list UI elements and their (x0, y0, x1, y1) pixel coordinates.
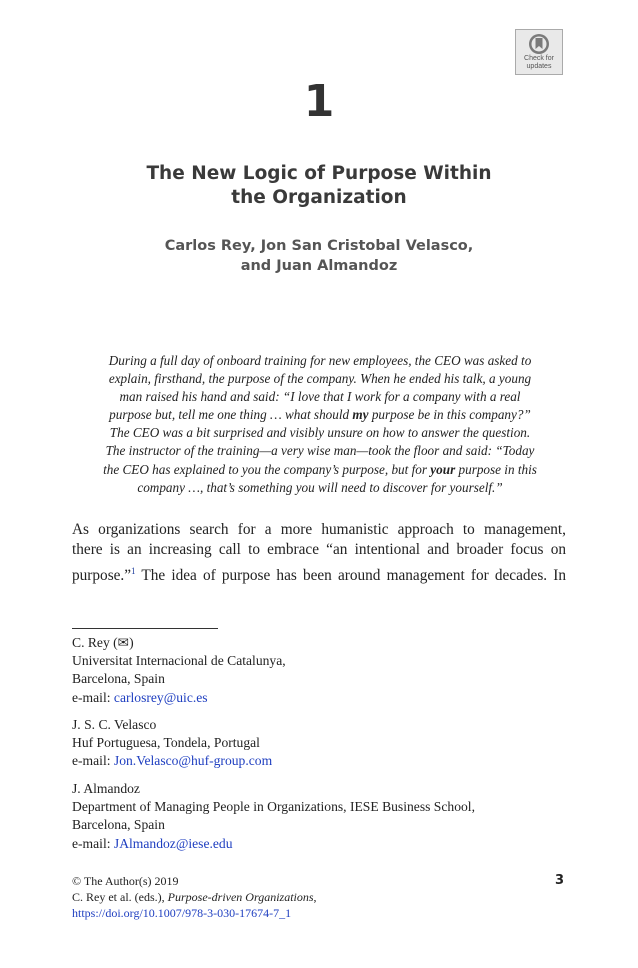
epigraph-line: The instructor of the training—a very wise man—took the floor and said: “Today (105, 443, 535, 459)
epigraph-line: The CEO was a bit surprised and visibly unsure on how to answer the question. (109, 425, 531, 441)
epigraph-emphasis: my (352, 407, 369, 423)
citation-book-title: Purpose-driven Organizations (167, 890, 314, 904)
epigraph-line: explain, firsthand, the purpose of the company. When he ended his talk, a young (108, 371, 532, 387)
chapter-number: 1 (303, 76, 335, 127)
epigraph-line (84, 406, 556, 424)
citation-text: , (313, 890, 317, 904)
affiliation-rey (72, 634, 566, 707)
check-for-updates-badge[interactable] (515, 29, 563, 75)
affiliation-velasco (72, 716, 566, 771)
email-label: e-mail: (72, 753, 114, 769)
body-text: The idea of purpose has been around management for decades. In (135, 566, 566, 584)
epigraph-line (84, 461, 556, 479)
page-footer (72, 873, 566, 921)
chapter-authors (100, 236, 538, 276)
page-number: 3 (554, 873, 564, 888)
affiliation-line: Barcelona, Spain (72, 671, 165, 687)
affiliation-name: J. Almandoz (72, 781, 140, 796)
email-link[interactable]: Jon.Velasco@huf-group.com (113, 753, 273, 769)
badge-line1: Check for (524, 55, 554, 62)
chapter-title (100, 162, 538, 210)
footnote-divider (72, 628, 218, 629)
affiliation-line: Huf Portuguesa, Tondela, Portugal (72, 735, 260, 751)
bookmark-icon (528, 33, 550, 55)
epigraph-line: man raised his hand and said: “I love that I work for a company with a real (119, 389, 521, 405)
chapter-title-line1: The New Logic of Purpose Within (146, 163, 492, 184)
epigraph-text: the CEO has explained to you the company’s purpose, but for (103, 461, 431, 477)
body-line: there is an increasing call to embrace “an intentional and broader focus on (72, 541, 566, 559)
affiliation-line: Barcelona, Spain (72, 817, 165, 833)
body-paragraph (72, 520, 566, 584)
affiliation-email-row (72, 689, 566, 707)
body-line: As organizations search for a more humanistic approach to management, (72, 521, 566, 538)
epigraph-line: During a full day of onboard training for new employees, the CEO was asked to (108, 353, 532, 368)
authors-line2: and Juan Almandoz (240, 258, 398, 274)
doi-link[interactable]: https://doi.org/10.1007/978-3-030-17674-7_1 (72, 906, 292, 920)
epigraph (84, 352, 556, 497)
affiliation-line: Universitat Internacional de Catalunya, (72, 653, 286, 669)
epigraph-emphasis: your (430, 461, 456, 477)
affiliation-email-row (72, 752, 566, 770)
epigraph-line: company …, that’s something you will need to discover for yourself.” (137, 479, 503, 495)
body-text: purpose.” (72, 566, 132, 584)
citation-text: C. Rey et al. (eds.), (72, 890, 168, 904)
badge-line2: updates (526, 63, 552, 70)
epigraph-text: purpose in this (455, 461, 537, 477)
epigraph-text: purpose but, tell me one thing … what should (109, 407, 353, 423)
email-link[interactable]: carlosrey@uic.es (113, 689, 208, 705)
affiliation-name: C. Rey (✉) (72, 635, 134, 650)
affiliation-email-row (72, 835, 566, 853)
footnote-ref-link[interactable]: 1 (131, 565, 136, 576)
chapter-title-line2: the Organization (231, 187, 407, 208)
epigraph-text: purpose be in this company?” (368, 407, 531, 423)
email-link[interactable]: JAlmandoz@iese.edu (113, 835, 233, 851)
authors-line1: Carlos Rey, Jon San Cristobal Velasco, (164, 238, 474, 254)
body-line (72, 561, 566, 584)
email-label: e-mail: (72, 689, 114, 705)
copyright-line: © The Author(s) 2019 (72, 874, 179, 888)
email-label: e-mail: (72, 835, 114, 851)
citation-line (72, 889, 566, 905)
affiliation-almandoz (72, 780, 566, 853)
affiliation-name: J. S. C. Velasco (72, 717, 157, 732)
affiliation-line: Department of Managing People in Organizations, IESE Business School, (72, 799, 475, 815)
